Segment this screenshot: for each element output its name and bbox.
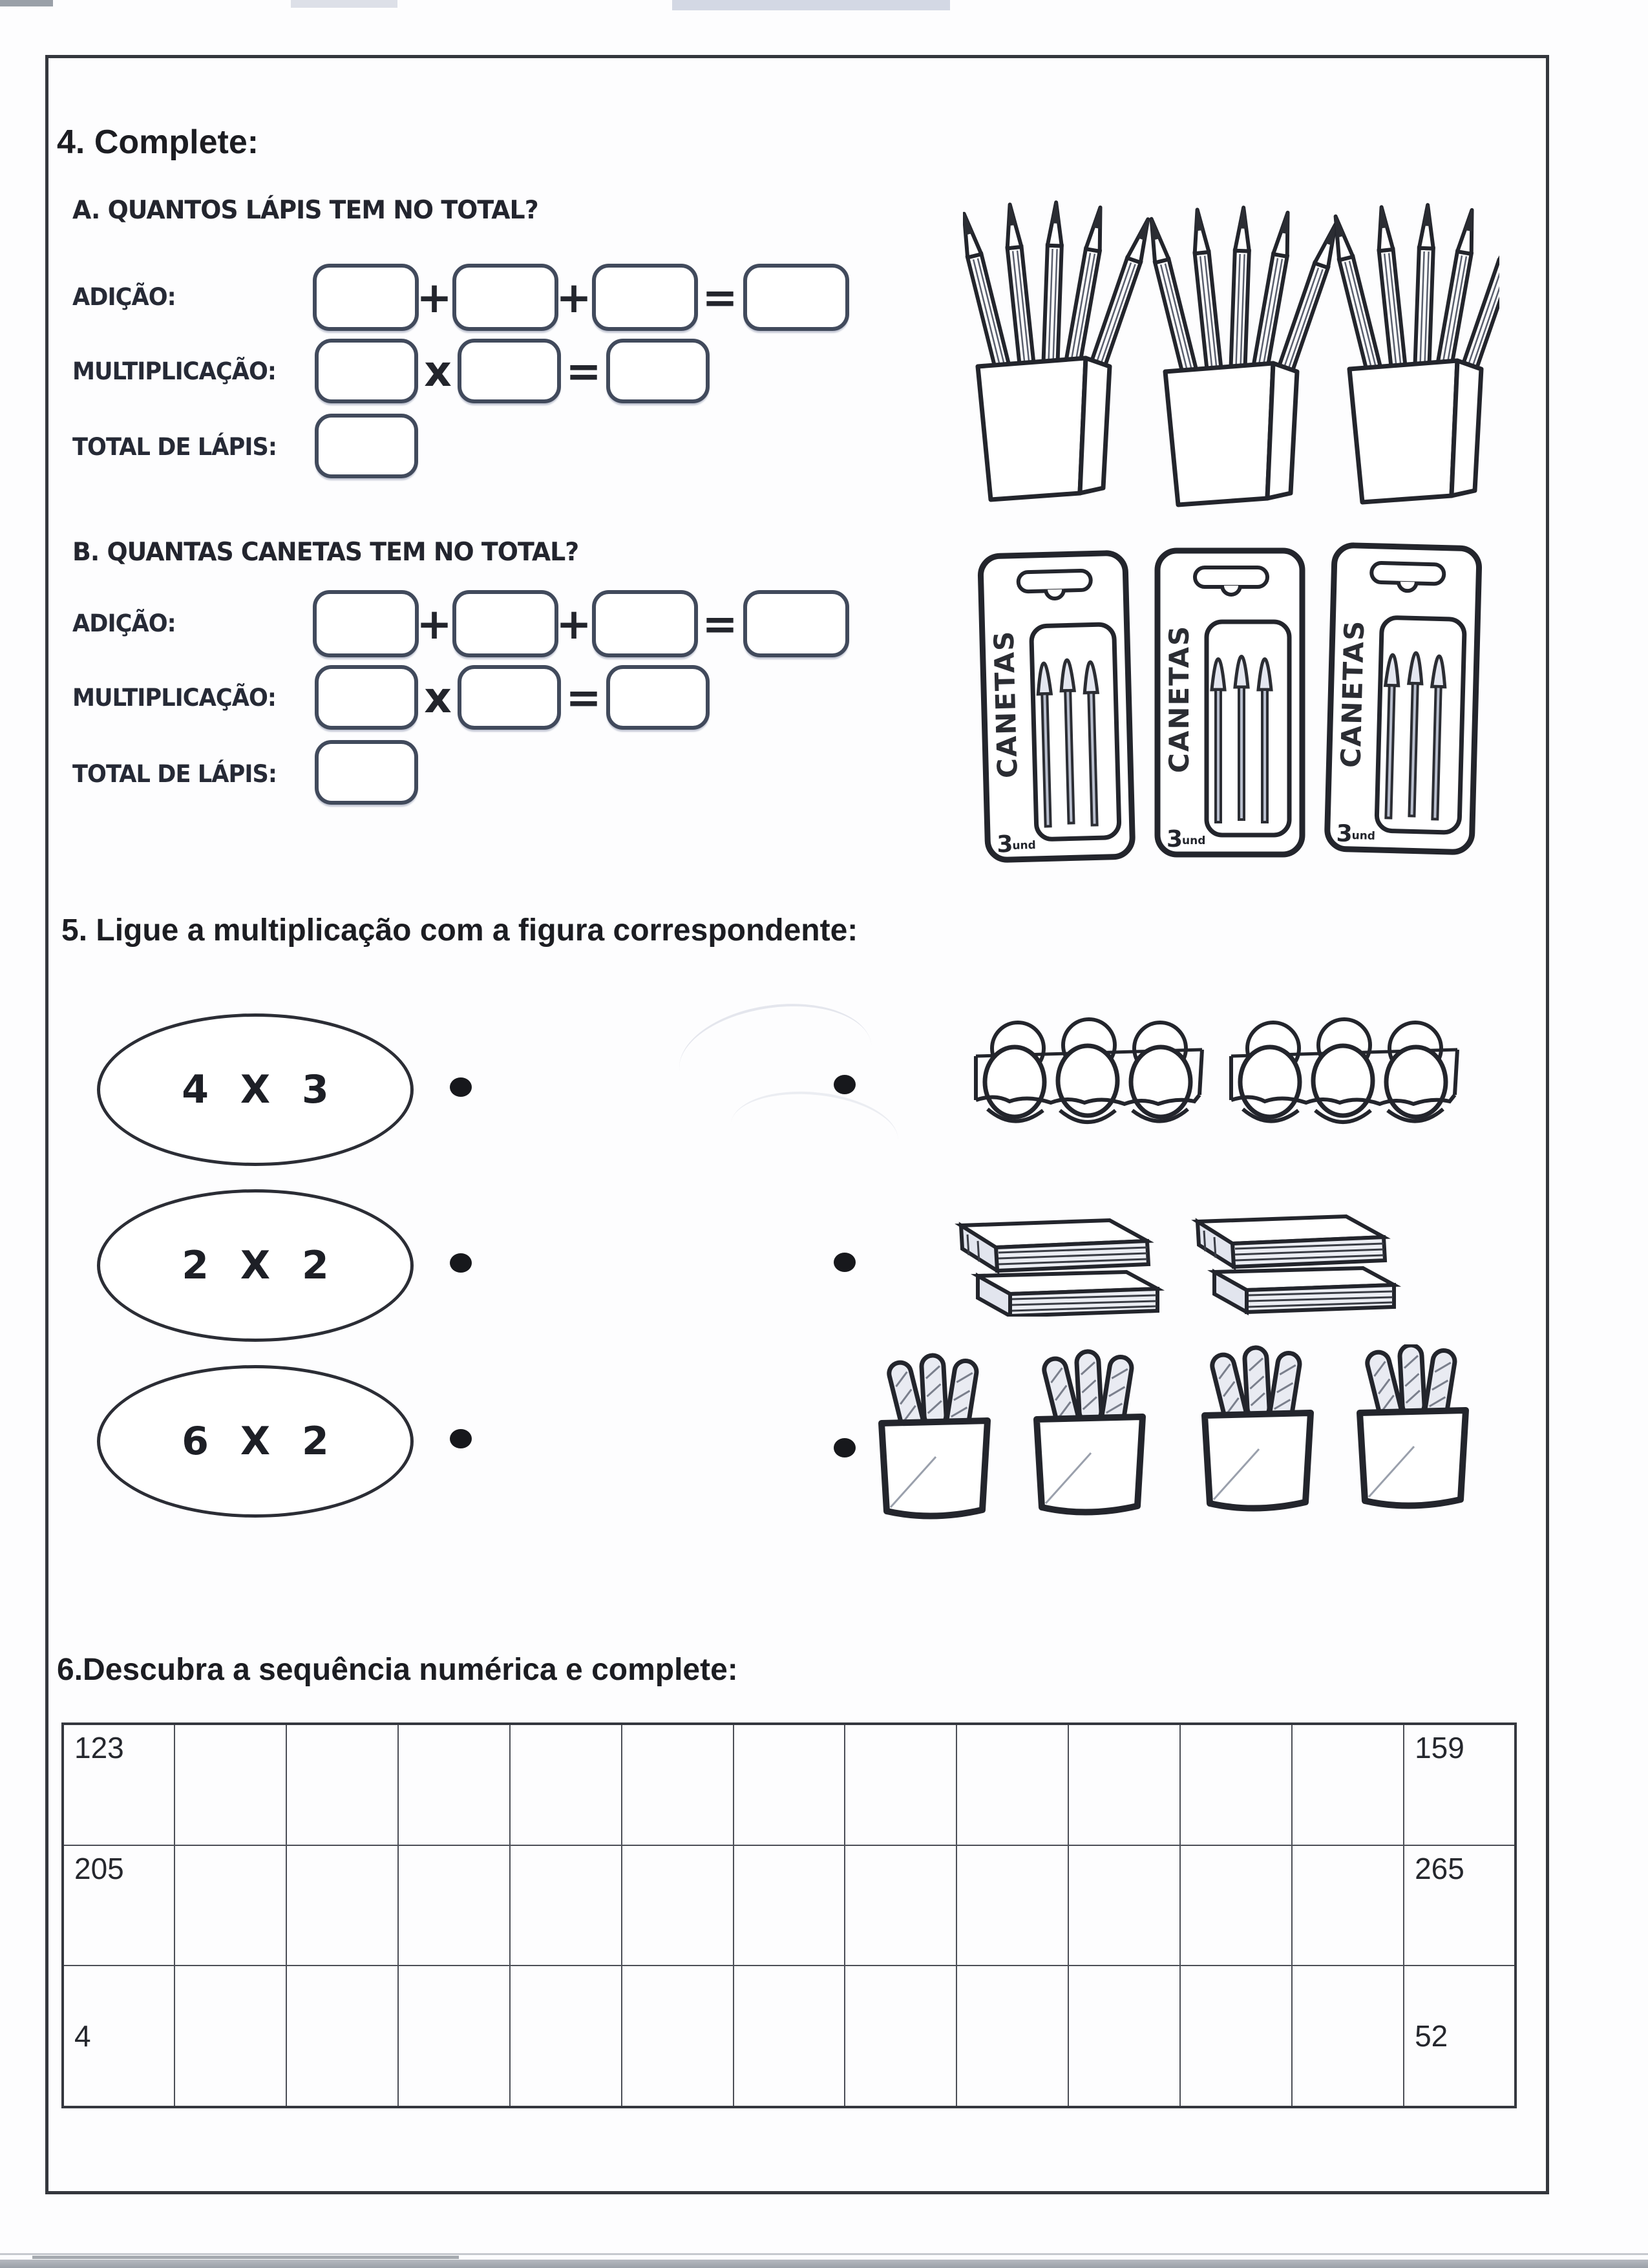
sequence-cell-given: 265 (1404, 1845, 1516, 1966)
partA-adicao-box-2[interactable] (452, 264, 558, 331)
sequence-cell-blank[interactable] (622, 1724, 734, 1845)
partA-adicao-box-1[interactable] (313, 264, 419, 331)
sequence-cell-blank[interactable] (398, 1966, 510, 2107)
equals-operator: = (702, 599, 738, 649)
book-stacks-figure (953, 1210, 1406, 1317)
scan-artifact (0, 0, 53, 6)
match-dot-left-2[interactable] (450, 1253, 472, 1273)
partB-multiplicacao-label: MULTIPLICAÇÃO: (72, 684, 277, 712)
partA-total-label: TOTAL DE LÁPIS: (72, 433, 277, 461)
match-dot-right-1[interactable] (834, 1075, 856, 1094)
sequence-cell-blank[interactable] (510, 1966, 622, 2107)
scan-artifact (291, 0, 397, 8)
sequence-cell-given: 159 (1404, 1724, 1516, 1845)
sequence-cell-blank[interactable] (622, 1966, 734, 2107)
sequence-cell-blank[interactable] (398, 1845, 510, 1966)
partB-total-box[interactable] (315, 740, 418, 805)
partB-question: B. QUANTAS CANETAS TEM NO TOTAL? (72, 538, 579, 567)
option-label: 6 X 2 (182, 1419, 338, 1464)
sequence-table (61, 1722, 1517, 2108)
sequence-cell-blank[interactable] (734, 1724, 845, 1845)
equals-operator: = (702, 272, 738, 323)
partA-mult-result-box[interactable] (606, 339, 710, 403)
partB-mult-box-2[interactable] (458, 665, 561, 730)
partA-question: A. QUANTOS LÁPIS TEM NO TOTAL? (72, 196, 538, 225)
option-label: 4 X 3 (182, 1067, 338, 1112)
sequence-cell-blank[interactable] (286, 1724, 398, 1845)
partA-adicao-result-box[interactable] (743, 264, 849, 331)
bread-bags-figure (872, 1344, 1486, 1524)
match-dot-right-3[interactable] (834, 1438, 856, 1457)
partA-mult-box-2[interactable] (458, 339, 561, 403)
sequence-cell-blank[interactable] (398, 1724, 510, 1845)
sequence-cell-blank[interactable] (956, 1724, 1068, 1845)
option-oval-4x3[interactable] (97, 1013, 414, 1166)
section5-heading: 5. Ligue a multiplicação com a figura correspondente: (61, 913, 858, 948)
section6-heading: 6.Descubra a sequência numérica e complete: (57, 1653, 738, 1687)
pencil-cups-figure (963, 191, 1499, 514)
sequence-cell-given: 4 (63, 1966, 174, 2107)
partB-mult-box-1[interactable] (315, 665, 418, 730)
sequence-cell-blank[interactable] (1292, 1966, 1404, 2107)
sequence-cell-blank[interactable] (1180, 1845, 1292, 1966)
sequence-cell-blank[interactable] (845, 1845, 956, 1966)
partA-adicao-label: ADIÇÃO: (72, 283, 176, 311)
plus-operator: + (556, 272, 592, 323)
equals-operator: = (565, 346, 602, 396)
sequence-cell-blank[interactable] (1068, 1845, 1180, 1966)
sequence-cell-blank[interactable] (174, 1724, 286, 1845)
sequence-cell-blank[interactable] (174, 1845, 286, 1966)
times-operator: x (424, 346, 452, 396)
partB-adicao-result-box[interactable] (743, 590, 849, 657)
section4-heading: 4. Complete: (57, 123, 259, 161)
equals-operator: = (565, 672, 602, 723)
partA-total-box[interactable] (315, 414, 418, 478)
sequence-cell-given: 205 (63, 1845, 174, 1966)
sequence-cell-blank[interactable] (845, 1966, 956, 2107)
plus-operator: + (556, 599, 592, 649)
scan-artifact (32, 2256, 459, 2259)
scan-artifact (672, 0, 950, 10)
sequence-cell-blank[interactable] (1180, 1966, 1292, 2107)
table-row (63, 1845, 1516, 1966)
sequence-cell-given: 123 (63, 1724, 174, 1845)
sequence-cell-blank[interactable] (1068, 1966, 1180, 2107)
sequence-cell-given: 52 (1404, 1966, 1516, 2107)
partB-mult-result-box[interactable] (606, 665, 710, 730)
sequence-cell-blank[interactable] (510, 1724, 622, 1845)
match-dot-right-2[interactable] (834, 1253, 856, 1272)
partA-adicao-box-3[interactable] (592, 264, 698, 331)
sequence-cell-blank[interactable] (956, 1845, 1068, 1966)
scan-artifact (0, 2260, 1648, 2268)
sequence-cell-blank[interactable] (1292, 1724, 1404, 1845)
sequence-cell-blank[interactable] (1180, 1724, 1292, 1845)
sequence-cell-blank[interactable] (845, 1724, 956, 1845)
sequence-cell-blank[interactable] (622, 1845, 734, 1966)
option-oval-2x2[interactable] (97, 1189, 414, 1342)
match-dot-left-1[interactable] (450, 1077, 472, 1097)
egg-cartons-figure (966, 1015, 1464, 1138)
sequence-cell-blank[interactable] (510, 1845, 622, 1966)
option-oval-6x2[interactable] (97, 1365, 414, 1518)
table-row (63, 1966, 1516, 2107)
plus-operator: + (416, 272, 452, 323)
sequence-cell-blank[interactable] (956, 1966, 1068, 2107)
partB-total-label: TOTAL DE LÁPIS: (72, 760, 277, 788)
partA-multiplicacao-label: MULTIPLICAÇÃO: (72, 357, 277, 385)
sequence-cell-blank[interactable] (286, 1966, 398, 2107)
times-operator: x (424, 672, 452, 723)
partB-adicao-box-2[interactable] (452, 590, 558, 657)
plus-operator: + (416, 599, 452, 649)
sequence-cell-blank[interactable] (1292, 1845, 1404, 1966)
sequence-cell-blank[interactable] (286, 1845, 398, 1966)
sequence-cell-blank[interactable] (734, 1966, 845, 2107)
partA-mult-box-1[interactable] (315, 339, 418, 403)
partB-adicao-box-3[interactable] (592, 590, 698, 657)
sequence-cell-blank[interactable] (734, 1845, 845, 1966)
partB-adicao-box-1[interactable] (313, 590, 419, 657)
scan-artifact (0, 2253, 1648, 2255)
partB-adicao-label: ADIÇÃO: (72, 609, 176, 637)
option-label: 2 X 2 (182, 1243, 338, 1288)
sequence-cell-blank[interactable] (174, 1966, 286, 2107)
table-row (63, 1724, 1516, 1845)
pen-packages-figure (973, 542, 1490, 868)
sequence-cell-blank[interactable] (1068, 1724, 1180, 1845)
match-dot-left-3[interactable] (450, 1429, 472, 1448)
